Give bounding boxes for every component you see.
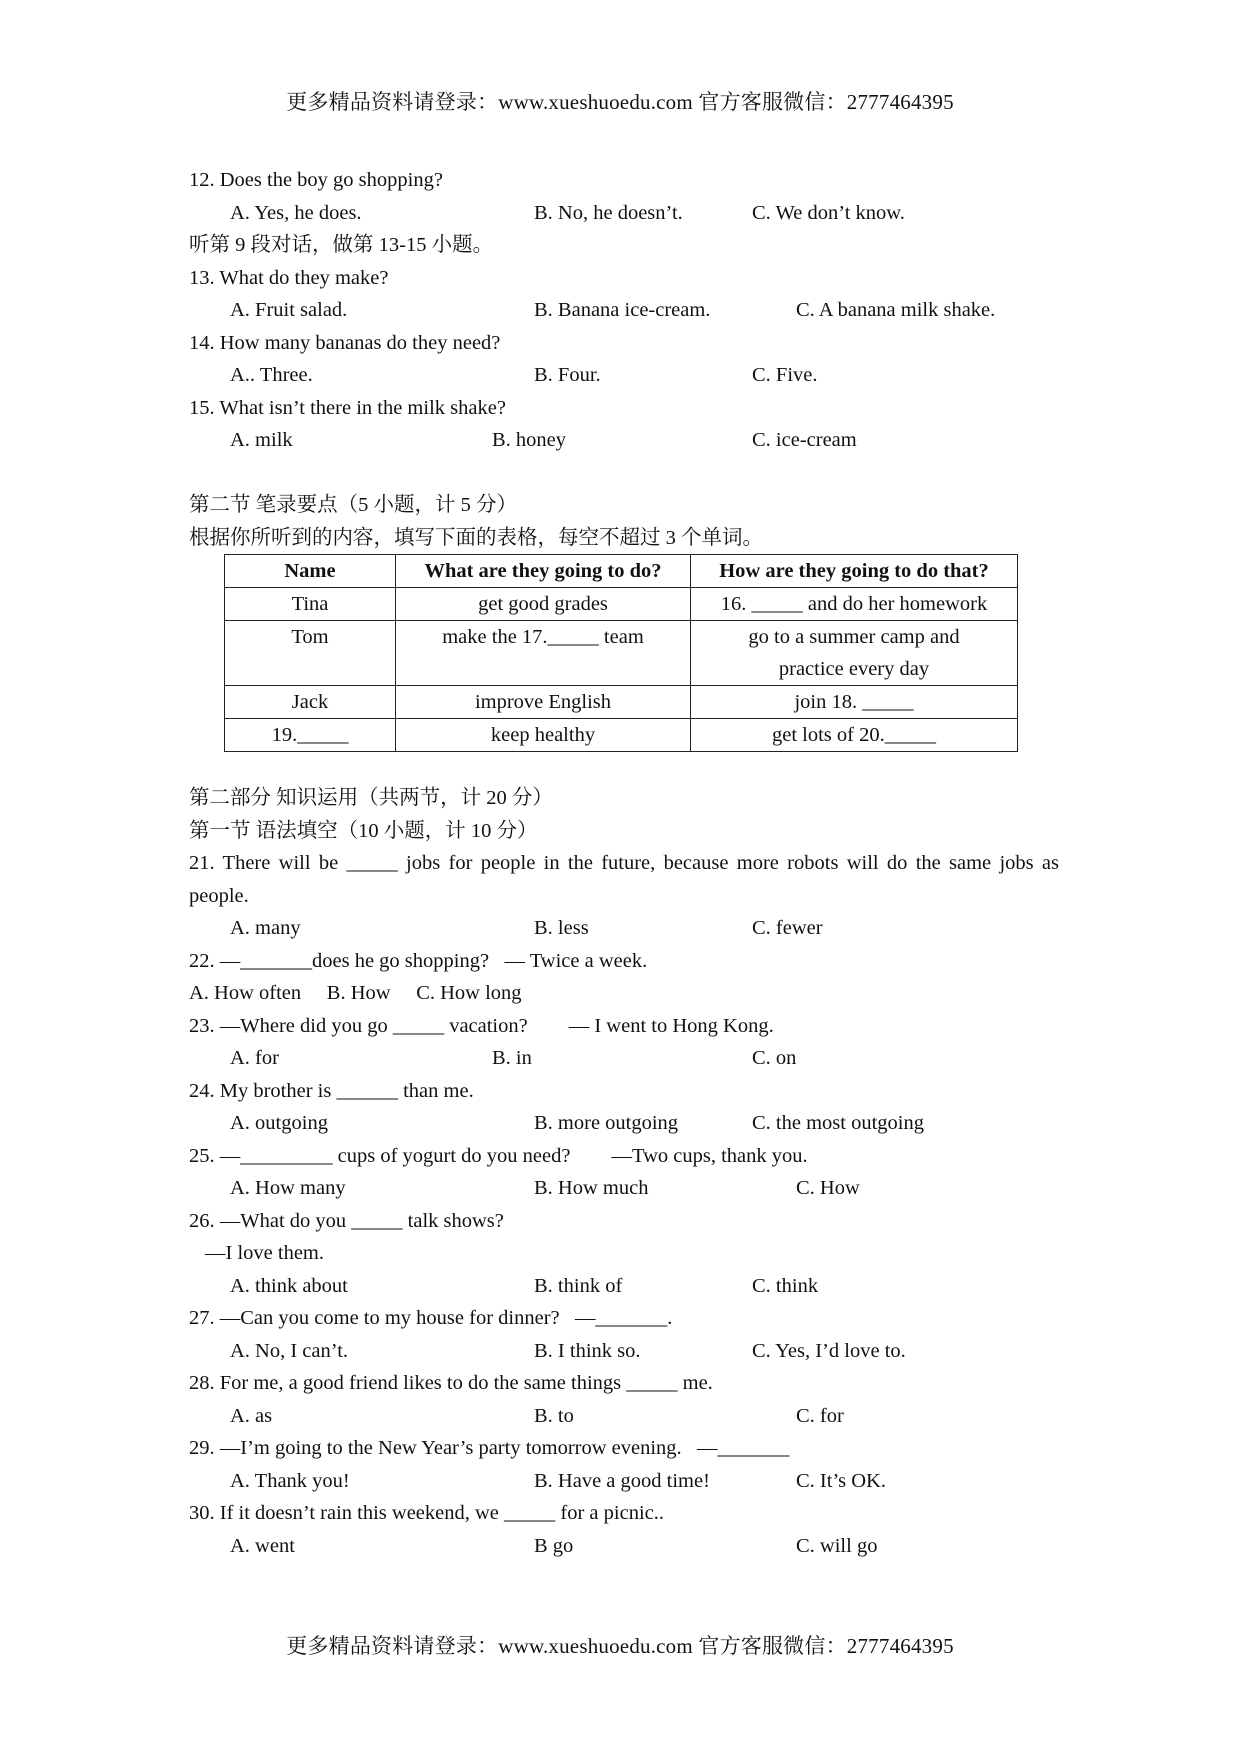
option-a: A. No, I can’t. (230, 1339, 349, 1362)
option-b: B. less (534, 917, 589, 939)
exam-content (189, 164, 1059, 1562)
option-c: C. fewer (752, 917, 823, 939)
option-b: B. in (492, 1047, 532, 1069)
section-2-title: 第二节 笔录要点（5 小题，计 5 分） (189, 494, 517, 516)
options-22: A. How often B. How C. How long (189, 982, 522, 1004)
table-row (225, 719, 1018, 752)
option-c: C. think (752, 1274, 819, 1297)
table-header-row (225, 555, 1018, 588)
table-cell: keep healthy (396, 719, 691, 752)
option-b: B. more outgoing (534, 1112, 679, 1134)
section-2-instruction: 根据你所听到的内容，填写下面的表格，每空不超过 3 个单词。 (189, 526, 763, 549)
options-26 (189, 1270, 1059, 1303)
table-cell: Jack (225, 686, 396, 719)
question-22: 22. —_______does he go shopping? — Twice a week. (189, 949, 648, 972)
options-28 (189, 1400, 1059, 1433)
options-23 (189, 1042, 1059, 1075)
option-c: C. for (796, 1404, 844, 1427)
question-28: 28. For me, a good friend likes to do the same things _____ me. (189, 1372, 713, 1394)
table-cell: improve English (396, 686, 691, 719)
table-cell: 16. _____ and do her homework (691, 588, 1018, 621)
table-cell: Tina (225, 588, 396, 621)
option-a: A. How many (230, 1177, 346, 1199)
option-c: C. Five. (752, 364, 818, 386)
page-footer: 更多精品资料请登录：www.xueshuoedu.com 官方客服微信：2777464395 (286, 1634, 954, 1658)
table-header: How are they going to do that? (691, 555, 1018, 588)
option-c: C. on (752, 1047, 797, 1069)
option-a: A. outgoing (230, 1112, 328, 1134)
option-b: B. think of (534, 1274, 623, 1297)
options-24 (189, 1107, 1059, 1140)
options-13 (189, 294, 1059, 327)
option-a: A. Yes, he does. (230, 201, 362, 224)
question-14: 14. How many bananas do they need? (189, 331, 501, 354)
option-b: B. to (534, 1404, 574, 1427)
option-b: B. How much (534, 1177, 649, 1199)
option-b: B. Have a good time! (534, 1469, 710, 1492)
options-30 (189, 1530, 1059, 1563)
question-13: 13. What do they make? (189, 266, 389, 289)
table-cell: join 18. _____ (691, 686, 1018, 719)
question-26: 26. —What do you _____ talk shows? (189, 1209, 504, 1232)
table-header: Name (225, 555, 396, 588)
table-cell: get lots of 20._____ (691, 719, 1018, 752)
question-30: 30. If it doesn’t rain this weekend, we _____ for a picnic.. (189, 1502, 664, 1524)
options-12 (189, 197, 1059, 230)
option-b: B. honey (492, 429, 567, 451)
part-2-section-1-title: 第一节 语法填空（10 小题，计 10 分） (189, 819, 538, 842)
table-cell: go to a summer camp and practice every day (691, 621, 1018, 686)
option-a: A. Fruit salad. (230, 299, 348, 321)
options-27 (189, 1335, 1059, 1368)
dialog-9-instruction: 听第 9 段对话，做第 13-15 小题。 (189, 234, 494, 256)
table-cell: get good grades (396, 588, 691, 621)
option-b: B. I think so. (534, 1339, 641, 1362)
question-21: 21. There will be _____ jobs for people in the future, because more robots will do the same jobs as people. (189, 852, 1059, 907)
option-c: C. We don’t know. (752, 201, 905, 224)
option-c: C. will go (796, 1534, 878, 1557)
notes-table (224, 554, 1018, 752)
option-c: C. Yes, I’d love to. (752, 1339, 906, 1362)
option-a: A. many (230, 917, 301, 939)
options-15 (189, 424, 1059, 457)
options-25 (189, 1172, 1059, 1205)
options-21 (189, 912, 1059, 945)
option-c: C. It’s OK. (796, 1469, 886, 1492)
option-c: C. How (796, 1177, 860, 1199)
question-24: 24. My brother is ______ than me. (189, 1079, 474, 1102)
table-cell: 19._____ (225, 719, 396, 752)
question-26-reply: —I love them. (205, 1242, 324, 1264)
question-12: 12. Does the boy go shopping? (189, 169, 443, 191)
table-cell: make the 17._____ team (396, 621, 691, 686)
option-b: B. Banana ice-cream. (534, 299, 711, 321)
option-b: B. Four. (534, 364, 601, 386)
part-2-title: 第二部分 知识运用（共两节，计 20 分） (189, 787, 553, 809)
option-a: A. milk (230, 429, 293, 451)
question-25: 25. —_________ cups of yogurt do you need? —Two cups, thank you. (189, 1144, 808, 1167)
question-15: 15. What isn’t there in the milk shake? (189, 396, 506, 419)
question-29: 29. —I’m going to the New Year’s party tomorrow evening. —_______ (189, 1437, 790, 1459)
table-cell: Tom (225, 621, 396, 686)
table-row (225, 621, 1018, 686)
option-c: C. ice-cream (752, 429, 857, 451)
option-a: A. for (230, 1047, 279, 1069)
page-header: 更多精品资料请登录：www.xueshuoedu.com 官方客服微信：2777464395 (286, 90, 954, 114)
table-row (225, 588, 1018, 621)
option-a: A. think about (230, 1274, 348, 1297)
option-a: A. as (230, 1404, 273, 1427)
option-b: B. No, he doesn’t. (534, 201, 683, 224)
option-c: C. A banana milk shake. (796, 299, 996, 321)
question-23: 23. —Where did you go _____ vacation? — I went to Hong Kong. (189, 1014, 774, 1037)
option-a: A.. Three. (230, 364, 313, 386)
option-b: B go (534, 1534, 574, 1557)
option-c: C. the most outgoing (752, 1112, 924, 1134)
option-a: A. went (230, 1534, 295, 1557)
options-14 (189, 359, 1059, 392)
table-header: What are they going to do? (396, 555, 691, 588)
options-29 (189, 1465, 1059, 1498)
option-a: A. Thank you! (230, 1469, 350, 1492)
table-row (225, 686, 1018, 719)
question-27: 27. —Can you come to my house for dinner? —_______. (189, 1307, 673, 1329)
